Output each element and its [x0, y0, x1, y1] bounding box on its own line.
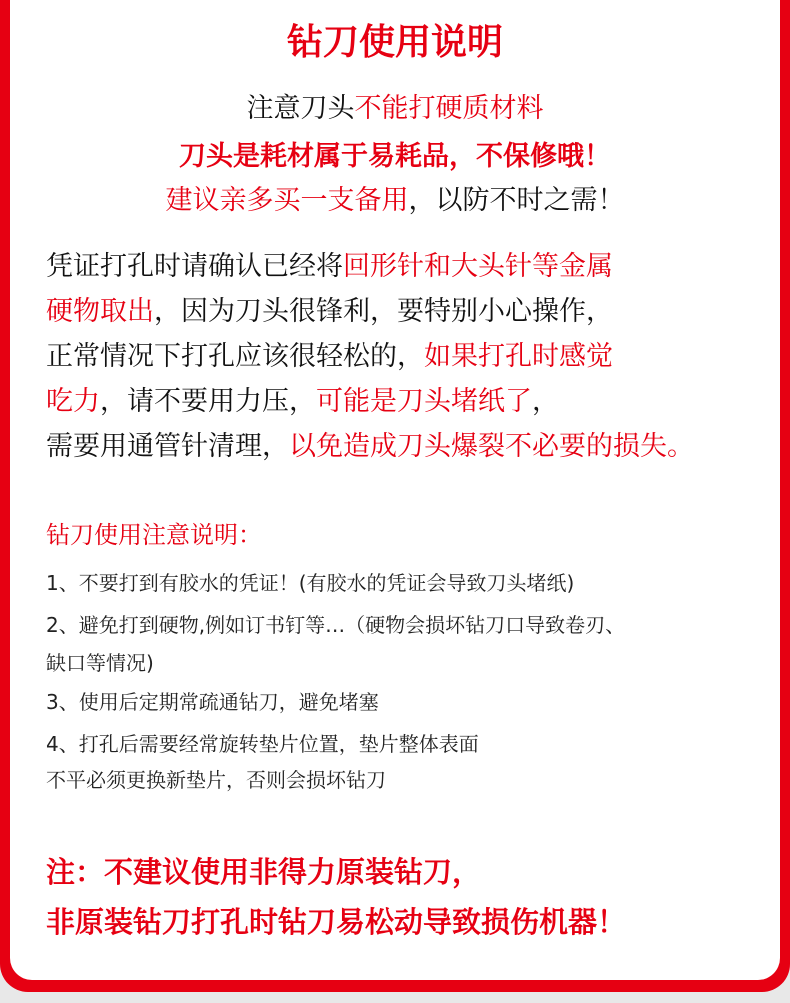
p4-black-2: ，	[532, 386, 559, 417]
center-line-2: 刀头是耗材属于易耗品，不保修哦！	[179, 141, 611, 172]
p1-red: 回形针和大头针等金属	[343, 251, 613, 282]
list-item: 1、不要打到有胶水的凭证！(有胶水的凭证会导致刀头堵纸)	[46, 571, 575, 595]
center-line-3	[10, 178, 780, 217]
paragraph-line-4	[46, 379, 559, 418]
p5-black: 需要用通管针清理，	[46, 431, 289, 462]
list-item: 3、使用后定期常疏通钻刀，避免堵塞	[46, 690, 379, 714]
p4-black-1: ，请不要用力压，	[100, 386, 316, 417]
p1-black: 凭证打孔时请确认已经将	[46, 251, 343, 282]
center-line-3-black: ，以防不时之需！	[408, 185, 625, 216]
list-item-continued: 缺口等情况)	[46, 651, 154, 675]
center-line-1	[10, 86, 780, 125]
p3-black: 正常情况下打孔应该很轻松的，	[46, 341, 424, 372]
paragraph-line-3	[46, 334, 613, 373]
p4-red: 吃力	[46, 386, 100, 417]
p2-black: ，因为刀头很锋利，要特别小心操作，	[154, 296, 613, 327]
p2-red: 硬物取出	[46, 296, 154, 327]
warning-line-1: 注：不建议使用非得力原装钻刀，	[46, 855, 482, 889]
list-item: 4、打孔后需要经常旋转垫片位置，垫片整体表面	[46, 732, 479, 756]
page-title: 钻刀使用说明	[286, 22, 503, 63]
center-line-1-black: 注意刀头	[246, 93, 355, 124]
warning-line-2: 非原装钻刀打孔时钻刀易松动导致损伤机器！	[46, 905, 627, 939]
paragraph-line-5	[46, 424, 694, 463]
center-line-1-red: 不能打硬质材料	[354, 93, 544, 124]
list-item: 2、避免打到硬物,例如订书钉等…（硬物会损坏钻刀口导致卷刃、	[46, 613, 626, 637]
paragraph-line-2	[46, 289, 613, 328]
paragraph-line-1	[46, 244, 613, 283]
notes-heading: 钻刀使用注意说明：	[46, 521, 262, 549]
p3-red: 如果打孔时感觉	[424, 341, 613, 372]
content-card	[10, 0, 780, 980]
p5-red: 以免造成刀头爆裂不必要的损失。	[289, 431, 694, 462]
center-line-3-red: 建议亲多买一支备用	[165, 185, 409, 216]
p4-red-2: 可能是刀头堵纸了	[316, 386, 532, 417]
list-item-continued: 不平必须更换新垫片，否则会损坏钻刀	[46, 768, 386, 792]
